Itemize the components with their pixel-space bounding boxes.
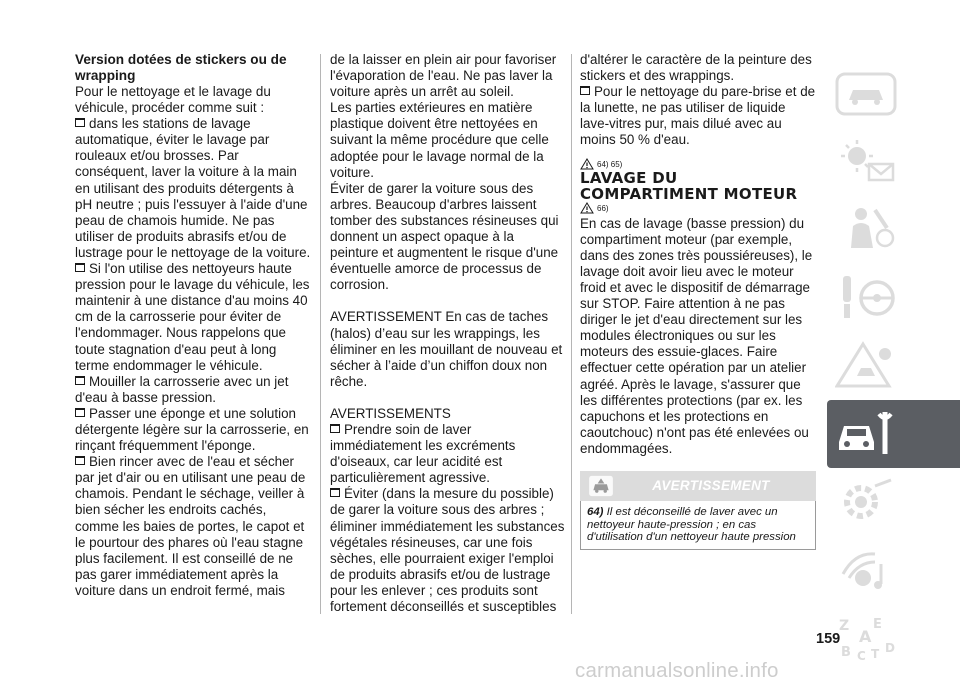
reference-numbers: 66) <box>597 203 609 213</box>
seatbelt-airbag-icon <box>835 204 899 256</box>
spacer <box>330 293 566 309</box>
technical-gear-icon <box>835 476 899 528</box>
page-number: 159 <box>816 631 841 647</box>
paragraph: Éviter de garer la voiture sous des arbres. Beaucoup d'arbres laissent tomber des substances résineuses qui donnent un aspect opaque à la peinture et augmentent le risque d'une éventuelle amorce de processus de corrosion. <box>330 180 559 293</box>
svg-text:C: C <box>857 649 866 663</box>
side-tab-starting[interactable] <box>827 264 960 332</box>
warning-box-header <box>580 471 816 501</box>
list-item: dans les stations de lavage automatique, éviter le lavage par rouleaux et/ou brosses. Par conséquent, laver la voiture à la main en utilisant des produits détergents à pH neutre ; puis l'essuyer à l'aide d'une peau de chamois humide. Ne pas utiliser de produits abrasifs et/ou de lustrage pour le nettoyage de la voiture. <box>75 116 311 260</box>
alphabet-index-icon <box>835 612 899 664</box>
column-3 <box>580 52 816 550</box>
side-tab-dashboard[interactable] <box>827 60 960 128</box>
column-1 <box>75 52 311 599</box>
warning-box-body <box>580 501 816 550</box>
svg-text:A: A <box>859 627 872 646</box>
paragraph: En cas de lavage (basse pression) du compartiment moteur (par exemple, dans des zones très poussiéreuses), le lavage doit avoir lieu avec le moteur froid et avec le dispositif de démarrage sur STOP. Faire attention à ne pas diriger le jet d'eau directement sur les modules électroniques ou sur les moteurs des essuie-glaces. Faire effectuer cette opération par un atelier agréé. Après le lavage, s'assurer que les différentes protections (par ex. les capuchons et les protections en caoutchouc) n'ont pas été enlevées ou endommagées. <box>580 215 813 456</box>
warning-triangle-icon <box>580 158 594 170</box>
warning-box <box>580 471 816 550</box>
list-item: Éviter (dans la mesure du possible) de garer la voiture sous des arbres ; éliminer immédiatement les substances végétales résineuses, car une fois sèches, elle pourraient exiger l'emploi de produits abrasifs et/ou de lustrage pour les enlever ; ces produits sont fortement déconseillés et susceptibles <box>330 486 565 614</box>
list-item: Mouiller la carrosserie avec un jet d'eau à basse pression. <box>75 374 311 406</box>
paragraph: Les parties extérieures en matière plastique doivent être nettoyées en suivant la même procédure que celle adoptée pour le lavage normal de la voiture. <box>330 100 549 180</box>
column-2 <box>330 52 566 615</box>
key-steering-wheel-icon <box>835 272 899 324</box>
paragraph: d'altérer le caractère de la peinture des stickers et des wrappings. <box>580 52 812 84</box>
warning-box-title: AVERTISSEMENT <box>652 477 770 493</box>
list-item: Prendre soin de laver immédiatement les excréments d'oiseaux, car leur acidité est particulièrement agressive. <box>330 422 566 486</box>
column-divider <box>571 54 572 614</box>
intro-paragraph: Pour le nettoyage et le lavage du véhicule, procéder comme suit : <box>75 84 271 116</box>
section-heading: LAVAGE DU COMPARTIMENT MOTEUR <box>580 168 798 203</box>
list-item: Si l'on utilise des nettoyeurs haute pression pour le lavage du véhicule, les maintenir à une distance d'au moins 40 cm de la carrosserie pour éviter de l'endommager. Nous rappelons que toute stagnation d'eau peut à long terme endommager le véhicule. <box>75 261 310 373</box>
paragraph: de la laisser en plein air pour favoriser l'évaporation de l'eau. Ne pas laver la voiture après un arrêt au soleil. <box>330 52 557 100</box>
side-tab-safety[interactable] <box>827 196 960 264</box>
watermark: carmanualsonline.info <box>575 659 779 682</box>
car-warning-icon <box>588 475 614 497</box>
car-wrench-icon <box>835 408 899 460</box>
sun-envelope-icon <box>835 136 899 188</box>
section-subtitle: Version dotées de stickers ou de wrapping <box>75 52 287 83</box>
side-tab-technical[interactable] <box>827 468 960 536</box>
warning-triangle-icon <box>580 202 594 214</box>
reference-numbers: 64) 65) <box>597 159 623 169</box>
spacer <box>580 149 816 158</box>
car-dashboard-icon <box>835 68 899 120</box>
side-tab-controls[interactable] <box>827 128 960 196</box>
side-tab-emergency[interactable] <box>827 332 960 400</box>
side-tab-index[interactable] <box>827 604 960 672</box>
list-item: Passer une éponge et une solution détergente légère sur la carrosserie, en rinçant fréquemment l'éponge. <box>75 406 311 454</box>
reference-line <box>580 158 816 170</box>
reference-line <box>580 202 816 214</box>
side-tab-multimedia[interactable] <box>827 536 960 604</box>
warning-road-icon <box>835 340 899 392</box>
list-item: Pour le nettoyage du pare-brise et de la lunette, ne pas utiliser de liquide lave-vitres pur, mais dilué avec au moins 50 % d'eau. <box>580 84 816 148</box>
svg-text:T: T <box>871 647 880 661</box>
svg-text:Z: Z <box>839 618 850 634</box>
warnings-title: AVERTISSEMENTS <box>330 405 451 421</box>
warning-text: Il est déconseillé de laver avec un nettoyeur haute-pression ; en cas d'utilisation d'un nettoyeur haute pression <box>587 505 796 544</box>
spacer <box>330 390 566 406</box>
side-tab-maintenance[interactable] <box>827 400 960 468</box>
warning-number: 64) <box>587 505 604 518</box>
warning-paragraph: AVERTISSEMENT En cas de taches (halos) d’eau sur les wrappings, les éliminer en les mouillant de nouveau et sécher à l’aide d’un chiffon doux non rêche. <box>330 309 563 389</box>
svg-text:E: E <box>873 617 882 632</box>
media-navigation-icon <box>835 544 899 596</box>
column-divider <box>320 54 321 614</box>
list-item: Bien rincer avec de l'eau et sécher par jet d'air ou en utilisant une peau de chamois. Pendant le séchage, veiller à bien sécher les endroits cachés, comme les baies de portes, le capot et le pourtour des phares où l'eau stagne plus facilement. Il est conseillé de ne pas garer immédiatement après la voiture dans un endroit fermé, mais <box>75 454 311 599</box>
svg-text:D: D <box>885 641 895 655</box>
svg-text:B: B <box>841 645 851 660</box>
